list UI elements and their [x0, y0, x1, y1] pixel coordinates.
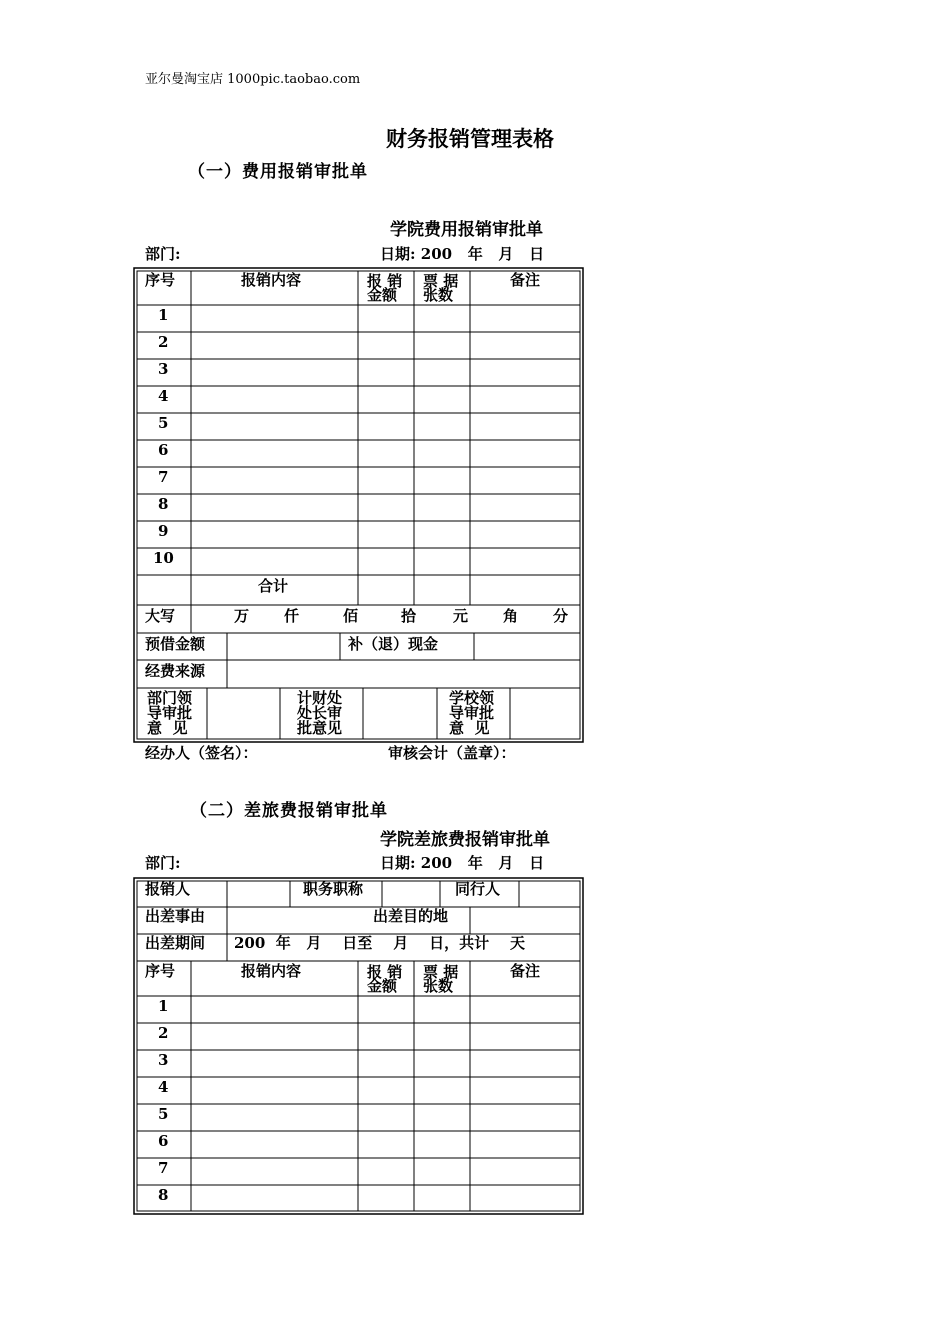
unit-bai: 佰	[343, 607, 359, 625]
form-2-dept-label: 部门:	[145, 854, 181, 872]
unit-qian: 仟	[284, 607, 300, 625]
section-2-heading: （二）差旅费报销审批单	[190, 801, 388, 821]
refund-label: 补（退）现金	[348, 635, 439, 653]
reason-label: 出差事由	[145, 907, 206, 925]
claimant-label: 报销人	[145, 880, 191, 898]
finance-approval-label: 计财处 处长审 批意见	[297, 689, 343, 737]
advance-label: 预借金额	[145, 635, 206, 653]
col-amount-2: 报 销 金额	[367, 963, 403, 995]
row-number: 3	[158, 1051, 169, 1069]
school-approval-label: 学校领 导审批 意 见	[449, 689, 495, 737]
row-number: 7	[158, 1159, 169, 1177]
document-title: 财务报销管理表格	[386, 126, 554, 151]
page-header: 亚尔曼淘宝店 1000pic.taobao.com	[145, 72, 361, 87]
unit-jiao: 角	[503, 607, 519, 625]
form-1-dept-label: 部门:	[145, 245, 181, 263]
unit-shi: 拾	[401, 607, 417, 625]
position-label: 职务职称	[303, 880, 364, 898]
daxie-label: 大写	[145, 607, 176, 625]
row-number: 10	[153, 549, 174, 567]
row-number: 9	[158, 522, 169, 540]
col-content-2: 报销内容	[241, 962, 302, 980]
col-receipts-2: 票 据 张数	[423, 963, 459, 995]
source-label: 经费来源	[145, 662, 206, 680]
auditor-stamp-label: 审核会计（盖章）：	[388, 744, 516, 762]
total-label: 合计	[258, 577, 289, 595]
form-2-date-label: 日期: 200 年 月 日	[380, 854, 545, 872]
row-number: 7	[158, 468, 169, 486]
form-2-title: 学院差旅费报销审批单	[380, 830, 550, 850]
row-number: 8	[158, 495, 169, 513]
col-seq-2: 序号	[145, 962, 176, 980]
unit-wan: 万	[234, 607, 250, 625]
row-number: 5	[158, 1105, 169, 1123]
companion-label: 同行人	[455, 880, 501, 898]
col-content: 报销内容	[241, 271, 302, 289]
row-number: 1	[158, 997, 169, 1015]
row-number: 8	[158, 1186, 169, 1204]
col-seq: 序号	[145, 271, 176, 289]
row-number: 1	[158, 306, 169, 324]
period-value: 200 年 月 日至 月 日，共计 天	[234, 934, 525, 952]
handler-signature-label: 经办人（签名）：	[145, 744, 258, 762]
col-receipts: 票 据 张数	[423, 272, 459, 304]
col-remarks: 备注	[510, 271, 541, 289]
row-number: 5	[158, 414, 169, 432]
unit-yuan: 元	[453, 607, 469, 625]
form-1-title: 学院费用报销审批单	[390, 220, 543, 240]
row-number: 4	[158, 1078, 169, 1096]
period-label: 出差期间	[145, 934, 206, 952]
row-number: 4	[158, 387, 169, 405]
unit-fen: 分	[553, 607, 569, 625]
row-number: 2	[158, 333, 169, 351]
row-number: 6	[158, 441, 169, 459]
section-1-heading: （一）费用报销审批单	[188, 162, 368, 182]
destination-label: 出差目的地	[373, 907, 449, 925]
row-number: 3	[158, 360, 169, 378]
form-1-date-label: 日期: 200 年 月 日	[380, 245, 545, 263]
dept-approval-label: 部门领 导审批 意 见	[147, 689, 193, 737]
row-number: 2	[158, 1024, 169, 1042]
col-remarks-2: 备注	[510, 962, 541, 980]
col-amount: 报 销 金额	[367, 272, 403, 304]
row-number: 6	[158, 1132, 169, 1150]
